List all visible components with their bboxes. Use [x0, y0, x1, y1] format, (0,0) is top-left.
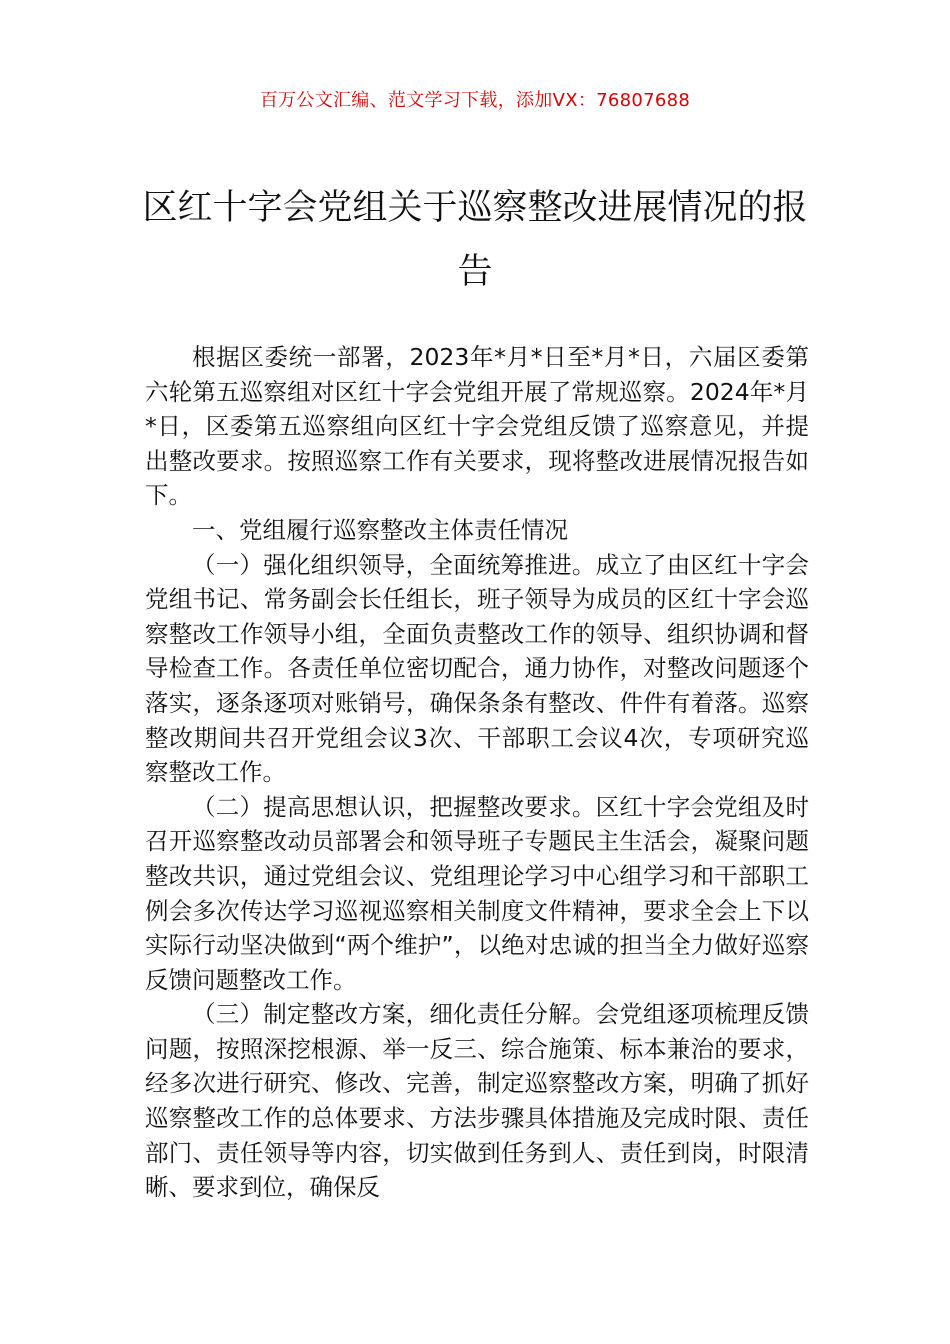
paragraph-item-2: （二）提高思想认识，把握整改要求。区红十字会党组及时召开巡察整改动员部署会和领导班子专题民主生活会，凝聚问题整改共识，通过党组会议、党组理论学习中心组学习和干部职工例会多次传达学习巡视巡察相关制度文件精神，要求全会上下以实际行动坚决做到“两个维护”，以绝对忠诚的担当全力做好巡察反馈问题整改工作。 — [145, 792, 809, 994]
section-heading-1: 一、党组履行巡察整改主体责任情况 — [192, 515, 568, 544]
document-body — [145, 340, 809, 1205]
header-note: 百万公文汇编、范文学习下载，添加VX：76807688 — [259, 90, 691, 111]
paragraph-item-1: （一）强化组织领导，全面统筹推进。成立了由区红十字会党组书记、常务副会长任组长，班子领导为成员的区红十字会巡察整改工作领导小组，全面负责整改工作的领导、组织协调和督导检查工作。各责任单位密切配合，通力协作，对整改问题逐个落实，逐条逐项对账销号，确保条条有整改、件件有着落。巡察整改期间共召开党组会议3次、干部职工会议4次，专项研究巡察整改工作。 — [145, 550, 809, 787]
paragraph-item-3: （三）制定整改方案，细化责任分解。会党组逐项梳理反馈问题，按照深挖根源、举一反三、综合施策、标本兼治的要求，经多次进行研究、修改、完善，制定巡察整改方案，明确了抓好巡察整改工作的总体要求、方法步骤具体措施及完成时限、责任部门、责任领导等内容，切实做到任务到人、责任到岗，时限清晰、要求到位，确保反 — [145, 1000, 809, 1202]
document-title: 区红十字会党组关于巡察整改进展情况的报告 — [142, 188, 808, 292]
paragraph-intro: 根据区委统一部署，2023年*月*日至*月*日，六届区委第六轮第五巡察组对区红十字会党组开展了常规巡察。2024年*月*日，区委第五巡察组向区红十字会党组反馈了巡察意见，并提出整改要求。按照巡察工作有关要求，现将整改进展情况报告如下。 — [145, 343, 809, 510]
